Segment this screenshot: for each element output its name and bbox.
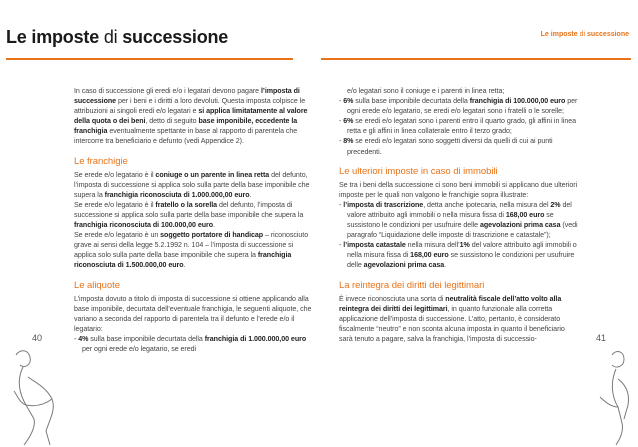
title-part-1: Le imposte bbox=[6, 27, 104, 47]
aliquote-heading: Le aliquote bbox=[74, 279, 120, 291]
aliquote-list-item-4: - 8% se eredi e/o legatari sono soggetti diversi da quelli di cui ai punti precedenti. bbox=[339, 136, 579, 156]
reintegra-paragraph: È invece riconosciuta una sorta di neutralità fiscale dell’atto volto alla reintegra dei diritti dei legittimari, in quanto funzionale alla corretta applicazione dell’imposta di successione. L’atto, pertanto, è considerato fiscalmente “neutro” e non sconta alcuna imposta in quanto il beneficiario sarà tenuto a pagare, salva la franchigia, l’imposta di successio- bbox=[339, 294, 565, 343]
title-part-2: di bbox=[103, 27, 123, 47]
left-column bbox=[74, 86, 312, 354]
aliquote-list-item-3: - 6% se eredi e/o legatari sono i parenti entro il quarto grado, gli affini in linea retta e gli affini in linea collaterale entro il terzo grado; bbox=[339, 116, 579, 136]
running-part-2: di bbox=[579, 31, 587, 38]
running-part-1: Le imposte bbox=[540, 31, 580, 38]
left-figure-illustration bbox=[6, 347, 68, 447]
aliquote-list-item-2: - 6% sulla base imponibile decurtata della franchigia di 100.000,00 euro per ogni erede e/o legatario, se eredi e/o legatari sono i fratelli o le sorelle; bbox=[339, 96, 579, 116]
aliquote-list-item-1: - 4% sulla base imponibile decurtata della franchigia di 1.000.000,00 euro per ogni erede e/o legatario, se eredi bbox=[74, 334, 312, 354]
header-rule-left bbox=[6, 58, 293, 60]
right-column bbox=[339, 86, 579, 344]
franchigie-paragraph-1: Se erede e/o legatario è il coniuge o un parente in linea retta del defunto, l’imposta di successione si applica solo sulla parte della base imponibile che supera la franchigia riconosciuta di 1.000.000,00 euro. bbox=[74, 170, 310, 199]
page-number-right: 41 bbox=[596, 333, 607, 343]
imposta-trascrizione-item: - l’imposta di trascrizione, detta anche ipotecaria, nella misura del 2% del valore attribuito agli immobili o nella misura fissa di 168,00 euro se sussistono le condizioni per usufruire delle agevolazioni prima casa (vedi paragrafo “Liquidazione delle imposte di trascrizione e catastale”); bbox=[339, 200, 579, 240]
page-number-left: 40 bbox=[32, 333, 43, 343]
aliquote-paragraph: L’imposta dovuto a titolo di imposta di successione si ottiene applicando alla base imponibile, decurtata dell’eventuale franchigia, le seguenti aliquote, che variano a seconda del rapporto di parentela tra il defunto e l’erede e/o il legatario: bbox=[74, 294, 312, 333]
franchigie-paragraph-3: Se erede e/o legatario è un soggetto portatore di handicap – riconosciuto grave ai sensi della legge 5.2.1992 n. 104 – l’imposta di successione si applica solo sulla parte della base imponibile che supera la franchigia riconosciuta di 1.500.000,00 euro. bbox=[74, 231, 309, 270]
ulteriori-heading: Le ulteriori imposte in caso di immobili bbox=[339, 165, 498, 177]
header-rule-right bbox=[321, 58, 631, 60]
page-title bbox=[6, 27, 228, 48]
running-part-3: successione bbox=[586, 31, 629, 38]
right-figure-illustration bbox=[592, 347, 634, 447]
franchigie-heading: Le franchigie bbox=[74, 155, 128, 167]
running-header bbox=[541, 31, 629, 38]
imposta-catastale-item: - l’imposta catastale nella misura dell’1% del valore attribuito agli immobili o nella misura fissa di 168,00 euro se sussistono le condizioni per usufruire delle agevolazioni prima casa. bbox=[339, 240, 579, 270]
intro-paragraph: In caso di successione gli eredi e/o i legatari devono pagare l’imposta di successione per i beni e i diritti a loro devoluti. Questa imposta colpisce le attribuzioni ai singoli eredi e/o legatari e si applica limitatamente al valore della quota o dei beni, detto di seguito base imponibile, eccedente la franchigia eventualmente spettante in base al rapporto di parentela che intercorre tra beneficiario e defunto (vedi Appendice 2). bbox=[74, 87, 308, 146]
reintegra-heading: La reintegra dei diritti dei legittimari bbox=[339, 279, 485, 291]
ulteriori-paragraph: Se tra i beni della successione ci sono beni immobili si applicano due ulteriori imposte per le quali non valgono le franchigie sopra illustrate: bbox=[339, 180, 578, 199]
list-continuation: e/o legatari sono il coniuge e i parenti in linea retta; bbox=[347, 87, 505, 95]
franchigie-paragraph-2: Se erede e/o legatario è il fratello o la sorella del defunto, l’imposta di successione si applica solo sulla parte della base imponibile che supera la franchigia riconosciuta di 100.000,00 euro. bbox=[74, 200, 304, 230]
title-part-3: successione bbox=[122, 27, 229, 47]
